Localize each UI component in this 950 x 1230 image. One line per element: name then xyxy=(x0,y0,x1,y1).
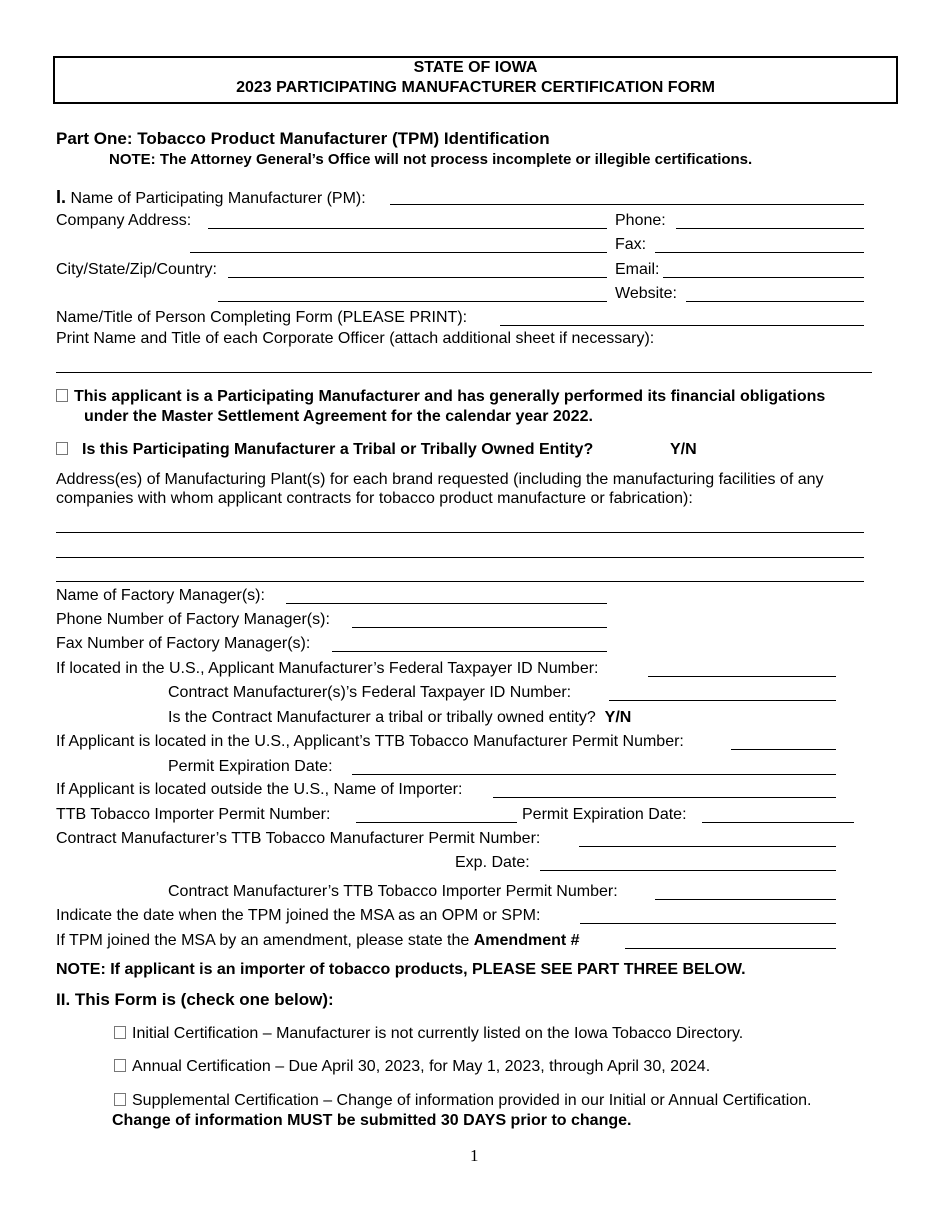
contract-exp-date-label: Exp. Date: xyxy=(455,854,530,871)
pm-obligations-checkbox[interactable] xyxy=(56,389,68,402)
supplemental-certification-option[interactable]: Supplemental Certification – Change of information provided in our Initial or Annual Certification. xyxy=(114,1091,812,1111)
contract-tribal-question: Is the Contract Manufacturer a tribal or tribally owned entity? Y/N xyxy=(168,709,632,726)
officers-label: Print Name and Title of each Corporate Officer (attach additional sheet if necessary): xyxy=(56,330,655,347)
pm-name-label: I. Name of Participating Manufacturer (PM): xyxy=(56,187,366,207)
initial-certification-option[interactable]: Initial Certification – Manufacturer is not currently listed on the Iowa Tobacco Directory. xyxy=(114,1024,743,1044)
annual-certification-checkbox[interactable] xyxy=(114,1059,126,1072)
tribal-question: Is this Participating Manufacturer a Tribal or Tribally Owned Entity? xyxy=(56,440,593,460)
federal-tax-id-field[interactable] xyxy=(648,676,836,677)
msa-date-label: Indicate the date when the TPM joined the MSA as an OPM or SPM: xyxy=(56,907,541,924)
pm-obligations-statement: This applicant is a Participating Manufacturer and has generally performed its financial obligations xyxy=(56,387,825,407)
plants-field-1[interactable] xyxy=(56,532,864,533)
city-label: City/State/Zip/Country: xyxy=(56,261,217,278)
form-title: 2023 PARTICIPATING MANUFACTURER CERTIFICATION FORM xyxy=(236,79,715,96)
amendment-field[interactable] xyxy=(625,948,836,949)
company-address-field-1[interactable] xyxy=(208,228,607,229)
part-one-note: NOTE: The Attorney General’s Office will not process incomplete or illegible certifications. xyxy=(109,151,753,168)
ttb-importer-permit-field[interactable] xyxy=(356,822,517,823)
contract-importer-permit-label: Contract Manufacturer’s TTB Tobacco Importer Permit Number: xyxy=(168,883,618,900)
website-field[interactable] xyxy=(686,301,864,302)
initial-certification-checkbox[interactable] xyxy=(114,1026,126,1039)
msa-date-field[interactable] xyxy=(580,923,836,924)
website-label: Website: xyxy=(615,285,677,302)
company-address-field-2[interactable] xyxy=(190,252,607,253)
ttb-permit-field[interactable] xyxy=(731,749,836,750)
page-number: 1 xyxy=(470,1146,479,1165)
email-label: Email: xyxy=(615,261,660,278)
form-title-box xyxy=(53,56,898,104)
supplemental-certification-checkbox[interactable] xyxy=(114,1093,126,1106)
factory-phone-field[interactable] xyxy=(352,627,607,628)
contract-tax-id-field[interactable] xyxy=(609,700,836,701)
contract-ttb-permit-field[interactable] xyxy=(579,846,836,847)
tribal-yn[interactable]: Y/N xyxy=(670,441,697,458)
importer-name-field[interactable] xyxy=(493,797,836,798)
factory-fax-field[interactable] xyxy=(332,651,607,652)
person-label: Name/Title of Person Completing Form (PLEASE PRINT): xyxy=(56,309,468,326)
company-address-label: Company Address: xyxy=(56,212,192,229)
city-field[interactable] xyxy=(228,277,607,278)
annual-certification-option[interactable]: Annual Certification – Due April 30, 2023, for May 1, 2023, through April 30, 2024. xyxy=(114,1057,710,1077)
amendment-label: If TPM joined the MSA by an amendment, please state the Amendment # xyxy=(56,932,580,949)
pm-name-field[interactable] xyxy=(390,204,864,205)
plants-label: Address(es) of Manufacturing Plant(s) for each brand requested (including the manufacturing facilities of any xyxy=(56,471,824,488)
federal-tax-id-label: If located in the U.S., Applicant Manufacturer’s Federal Taxpayer ID Number: xyxy=(56,660,599,677)
importer-name-label: If Applicant is located outside the U.S., Name of Importer: xyxy=(56,781,463,798)
phone-label: Phone: xyxy=(615,212,666,229)
email-field[interactable] xyxy=(663,277,864,278)
fax-field[interactable] xyxy=(655,252,864,253)
pm-obligations-statement-2: under the Master Settlement Agreement for the calendar year 2022. xyxy=(84,408,593,425)
plants-label-2: companies with whom applicant contracts for tobacco product manufacture or fabrication): xyxy=(56,490,693,507)
part-one-heading: Part One: Tobacco Product Manufacturer (TPM) Identification xyxy=(56,129,550,148)
ttb-permit-label: If Applicant is located in the U.S., Applicant’s TTB Tobacco Manufacturer Permit Number: xyxy=(56,733,684,750)
supplemental-note: Change of information MUST be submitted 30 DAYS prior to change. xyxy=(112,1112,632,1129)
importer-note: NOTE: If applicant is an importer of tobacco products, PLEASE SEE PART THREE BELOW. xyxy=(56,961,746,978)
factory-phone-label: Phone Number of Factory Manager(s): xyxy=(56,611,330,628)
factory-fax-label: Fax Number of Factory Manager(s): xyxy=(56,635,311,652)
contract-tribal-yn[interactable]: Y/N xyxy=(604,709,632,726)
plants-field-2[interactable] xyxy=(56,557,864,558)
plants-field-3[interactable] xyxy=(56,581,864,582)
permit-expiration-field[interactable] xyxy=(352,774,836,775)
fax-label: Fax: xyxy=(615,236,647,253)
importer-permit-exp-label: Permit Expiration Date: xyxy=(522,806,687,823)
importer-permit-exp-field[interactable] xyxy=(702,822,854,823)
factory-manager-field[interactable] xyxy=(286,603,607,604)
permit-expiration-label: Permit Expiration Date: xyxy=(168,758,333,775)
contract-exp-date-field[interactable] xyxy=(540,870,836,871)
factory-manager-label: Name of Factory Manager(s): xyxy=(56,587,265,604)
person-field[interactable] xyxy=(500,325,864,326)
ttb-importer-permit-label: TTB Tobacco Importer Permit Number: xyxy=(56,806,331,823)
form-title-state: STATE OF IOWA xyxy=(413,59,538,76)
phone-field[interactable] xyxy=(676,228,864,229)
contract-importer-permit-field[interactable] xyxy=(655,899,836,900)
tribal-checkbox[interactable] xyxy=(56,442,68,455)
city-field-2[interactable] xyxy=(218,301,607,302)
officers-field[interactable] xyxy=(56,372,872,373)
contract-ttb-permit-label: Contract Manufacturer’s TTB Tobacco Manufacturer Permit Number: xyxy=(56,830,541,847)
part-two-heading: II. This Form is (check one below): xyxy=(56,990,334,1009)
contract-tax-id-label: Contract Manufacturer(s)’s Federal Taxpayer ID Number: xyxy=(168,684,572,701)
